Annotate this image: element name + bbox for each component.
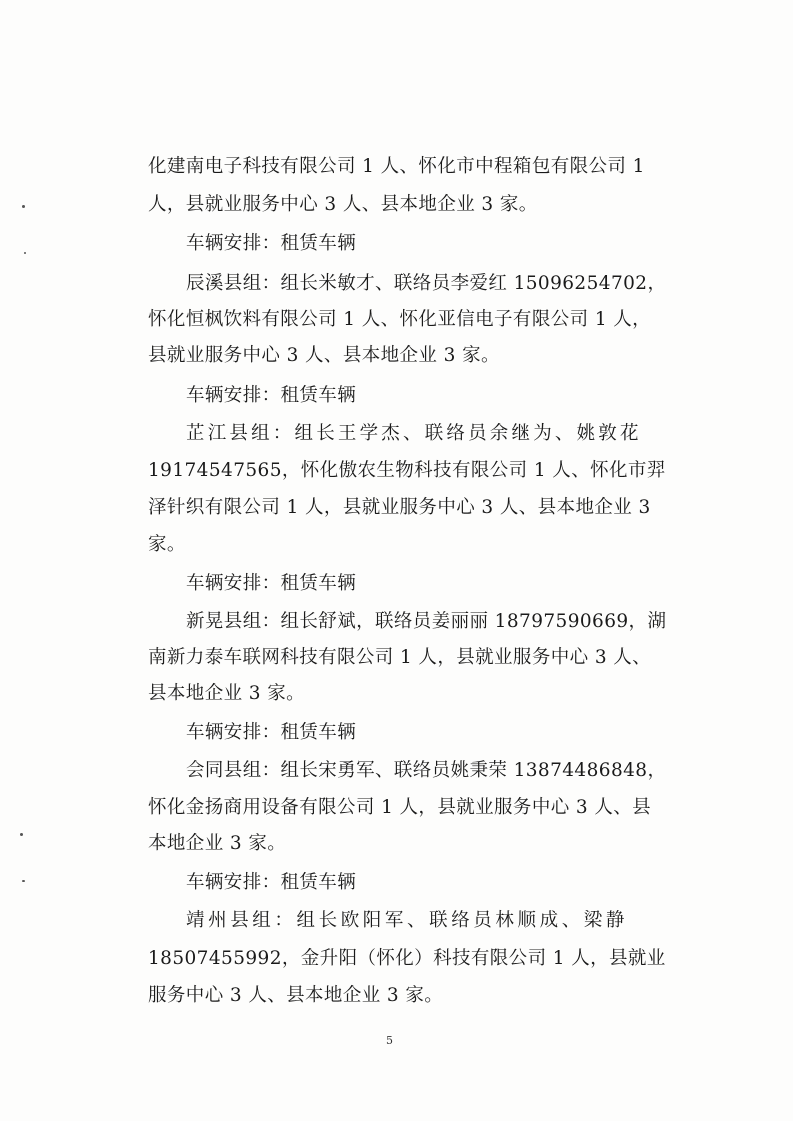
text-line: 怀化恒枫饮料有限公司 1 人、怀化亚信电子有限公司 1 人， <box>148 309 652 330</box>
vehicle-arrangement: 车辆安排：租赁车辆 <box>186 233 357 254</box>
text-line: 服务中心 3 人、县本地企业 3 家。 <box>148 985 444 1006</box>
text-line: 县本地企业 3 家。 <box>148 683 306 704</box>
text-line: 南新力泰车联网科技有限公司 1 人，县就业服务中心 3 人、 <box>148 647 652 668</box>
scan-speck <box>22 205 25 208</box>
text-line: 化建南电子科技有限公司 1 人、怀化市中程箱包有限公司 1 <box>148 156 645 177</box>
vehicle-arrangement: 车辆安排：租赁车辆 <box>186 385 357 406</box>
county-group-zhijiang: 芷江县组：组长王学杰、联络员余继为、姚敦花 <box>186 423 642 444</box>
county-group-xinhuang: 新晃县组：组长舒斌，联络员姜丽丽 18797590669，湖 <box>186 611 667 632</box>
text-line: 人，县就业服务中心 3 人、县本地企业 3 家。 <box>148 194 538 215</box>
county-group-huitong: 会同县组：组长宋勇军、联络员姚秉荣 13874486848， <box>186 760 667 781</box>
text-line: 家。 <box>148 534 186 555</box>
scan-speck <box>22 880 25 882</box>
vehicle-arrangement: 车辆安排：租赁车辆 <box>186 573 357 594</box>
scan-speck <box>24 252 26 254</box>
text-line: 18507455992，金升阳（怀化）科技有限公司 1 人，县就业 <box>148 948 666 969</box>
text-line: 本地企业 3 家。 <box>148 833 287 854</box>
county-group-chenxi: 辰溪县组：组长米敏才、联络员李爱红 15096254702， <box>186 273 667 294</box>
vehicle-arrangement: 车辆安排：租赁车辆 <box>186 722 357 743</box>
text-line: 怀化金扬商用设备有限公司 1 人，县就业服务中心 3 人、县 <box>148 797 652 818</box>
scan-speck <box>20 833 23 836</box>
page-number: 5 <box>386 1034 393 1047</box>
text-line: 县就业服务中心 3 人、县本地企业 3 家。 <box>148 345 500 366</box>
county-group-jingzhou: 靖州县组：组长欧阳军、联络员林顺成、梁静 <box>186 910 629 931</box>
vehicle-arrangement: 车辆安排：租赁车辆 <box>186 872 357 893</box>
text-line: 泽针织有限公司 1 人，县就业服务中心 3 人、县本地企业 3 <box>148 497 651 518</box>
text-line: 19174547565，怀化傲农生物科技有限公司 1 人、怀化市羿 <box>148 460 666 481</box>
